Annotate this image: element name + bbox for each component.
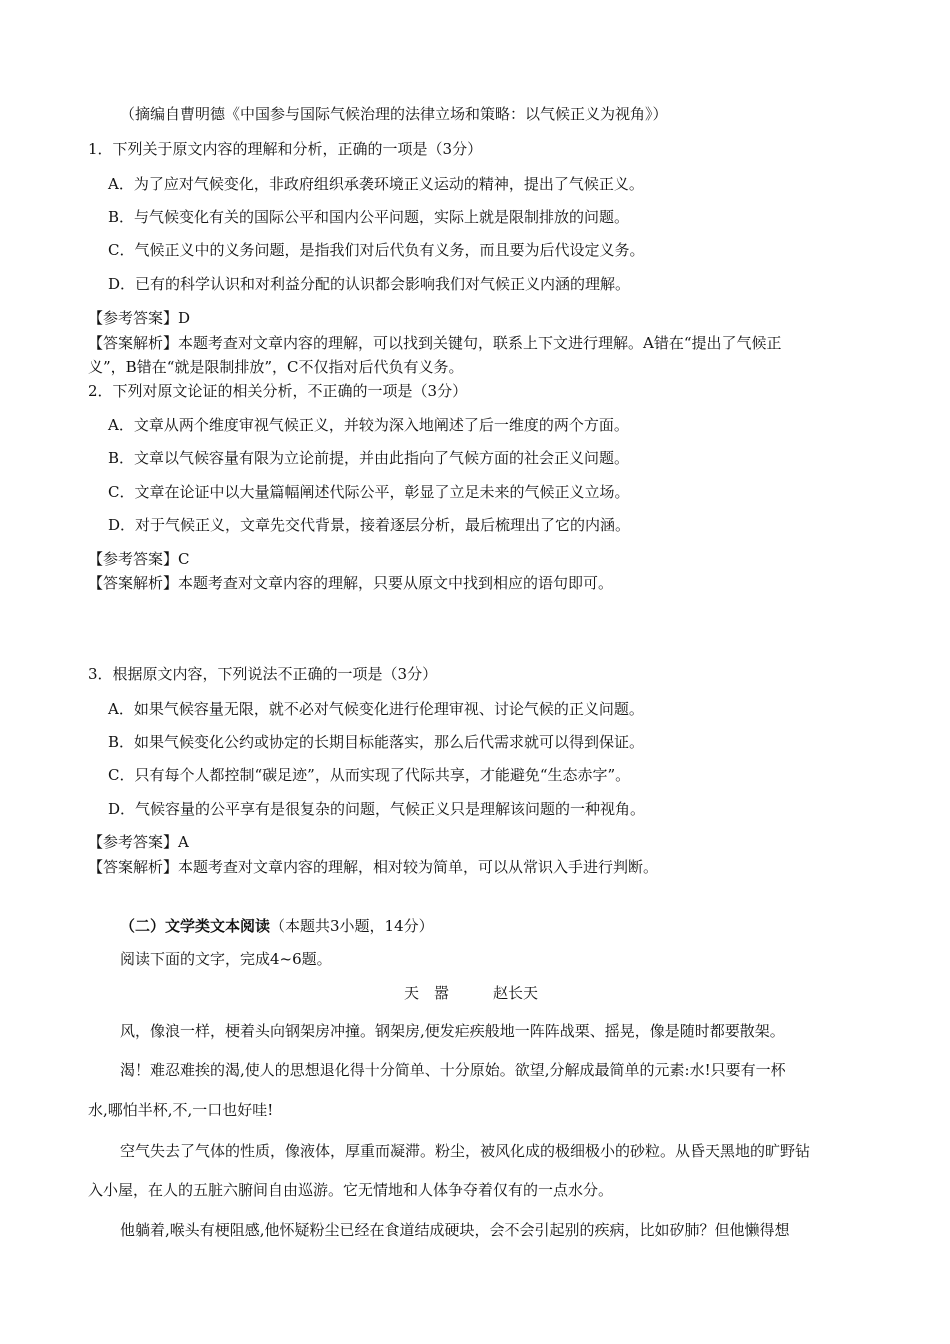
question-1-stem: 1．下列关于原文内容的理解和分析，正确的一项是（3分）	[88, 140, 483, 158]
article-paragraph-3-line-1: 空气失去了气体的性质，像液体，厚重而凝滞。粉尘，被风化成的极细极小的砂粒。从昏天黑地的旷野钻	[120, 1142, 811, 1160]
question-1-option-a: A．为了应对气候变化，非政府组织承袭环境正义运动的精神，提出了气候正义。	[108, 175, 644, 193]
question-3-option-a: A．如果气候容量无限，就不必对气候变化进行伦理审视、讨论气候的正义问题。	[108, 700, 644, 718]
source-citation: （摘编自曹明德《中国参与国际气候治理的法律立场和策略：以气候正义为视角》）	[120, 105, 668, 123]
article-paragraph-3-line-2: 入小屋，在人的五脏六腑间自由巡游。它无情地和人体争夺着仅有的一点水分。	[88, 1181, 614, 1199]
question-3-option-c: C．只有每个人都控制“碳足迹”，从而实现了代际共享，才能避免“生态赤字”。	[108, 766, 631, 784]
article-author: 赵长天	[493, 984, 539, 1002]
question-1-option-d: D．已有的科学认识和对利益分配的认识都会影响我们对气候正义内涵的理解。	[108, 275, 631, 293]
article-paragraph-2-line-2: 水,哪怕半杯,不,一口也好哇!	[88, 1101, 274, 1119]
question-2-answer: 【参考答案】C	[88, 550, 190, 568]
question-1-analysis-line-2: 义”，B错在“就是限制排放”，C不仅指对后代负有义务。	[88, 358, 464, 376]
article-paragraph-4: 他躺着,喉头有梗阻感,他怀疑粉尘已经在食道结成硬块，会不会引起别的疾病，比如矽肺？但他懒得想	[120, 1221, 790, 1239]
question-1-option-b: B．与气候变化有关的国际公平和国内公平问题，实际上就是限制排放的问题。	[108, 208, 630, 226]
question-3-analysis: 【答案解析】本题考查对文章内容的理解，相对较为简单，可以从常识入手进行判断。	[88, 858, 659, 876]
question-2-option-a: A．文章从两个维度审视气候正义，并较为深入地阐述了后一维度的两个方面。	[108, 416, 629, 434]
question-2-option-b: B．文章以气候容量有限为立论前提，并由此指向了气候方面的社会正义问题。	[108, 449, 630, 467]
article-title-line	[404, 983, 538, 1003]
section-2-heading: （二）文学类文本阅读	[120, 917, 271, 935]
question-2-stem: 2．下列对原文论证的相关分析，不正确的一项是（3分）	[88, 382, 468, 400]
question-1-option-c: C．气候正义中的义务问题，是指我们对后代负有义务，而且要为后代设定义务。	[108, 241, 645, 259]
section-2-heading-note: （本题共3小题，14分）	[270, 917, 434, 935]
section-2-instruction: 阅读下面的文字，完成4~6题。	[120, 950, 332, 968]
question-3-option-d: D．气候容量的公平享有是很复杂的问题，气候正义只是理解该问题的一种视角。	[108, 800, 646, 818]
question-1-analysis-line-1: 【答案解析】本题考查对文章内容的理解，可以找到关键句，联系上下文进行理解。A错在“提出了气候正	[88, 334, 782, 352]
article-paragraph-2-line-1: 渴！难忍难挨的渴,使人的思想退化得十分简单、十分原始。欲望,分解成最简单的元素:水!只要有一杯	[120, 1061, 786, 1079]
question-3-option-b: B．如果气候变化公约或协定的长期目标能落实，那么后代需求就可以得到保证。	[108, 733, 645, 751]
article-paragraph-1: 风，像浪一样，梗着头向钢架房冲撞。钢架房,便发疟疾般地一阵阵战栗、摇晃，像是随时都要散架。	[120, 1022, 785, 1040]
article-title: 天 嚣	[404, 984, 450, 1002]
question-3-stem: 3．根据原文内容，下列说法不正确的一项是（3分）	[88, 665, 438, 683]
question-2-option-c: C．文章在论证中以大量篇幅阐述代际公平，彰显了立足未来的气候正义立场。	[108, 483, 630, 501]
question-1-answer: 【参考答案】D	[88, 309, 191, 327]
question-2-analysis: 【答案解析】本题考查对文章内容的理解，只要从原文中找到相应的语句即可。	[88, 574, 614, 592]
question-3-answer: 【参考答案】A	[88, 833, 189, 851]
question-2-option-d: D．对于气候正义，文章先交代背景，接着逐层分析，最后梳理出了它的内涵。	[108, 516, 631, 534]
section-2-heading-line	[120, 916, 434, 936]
